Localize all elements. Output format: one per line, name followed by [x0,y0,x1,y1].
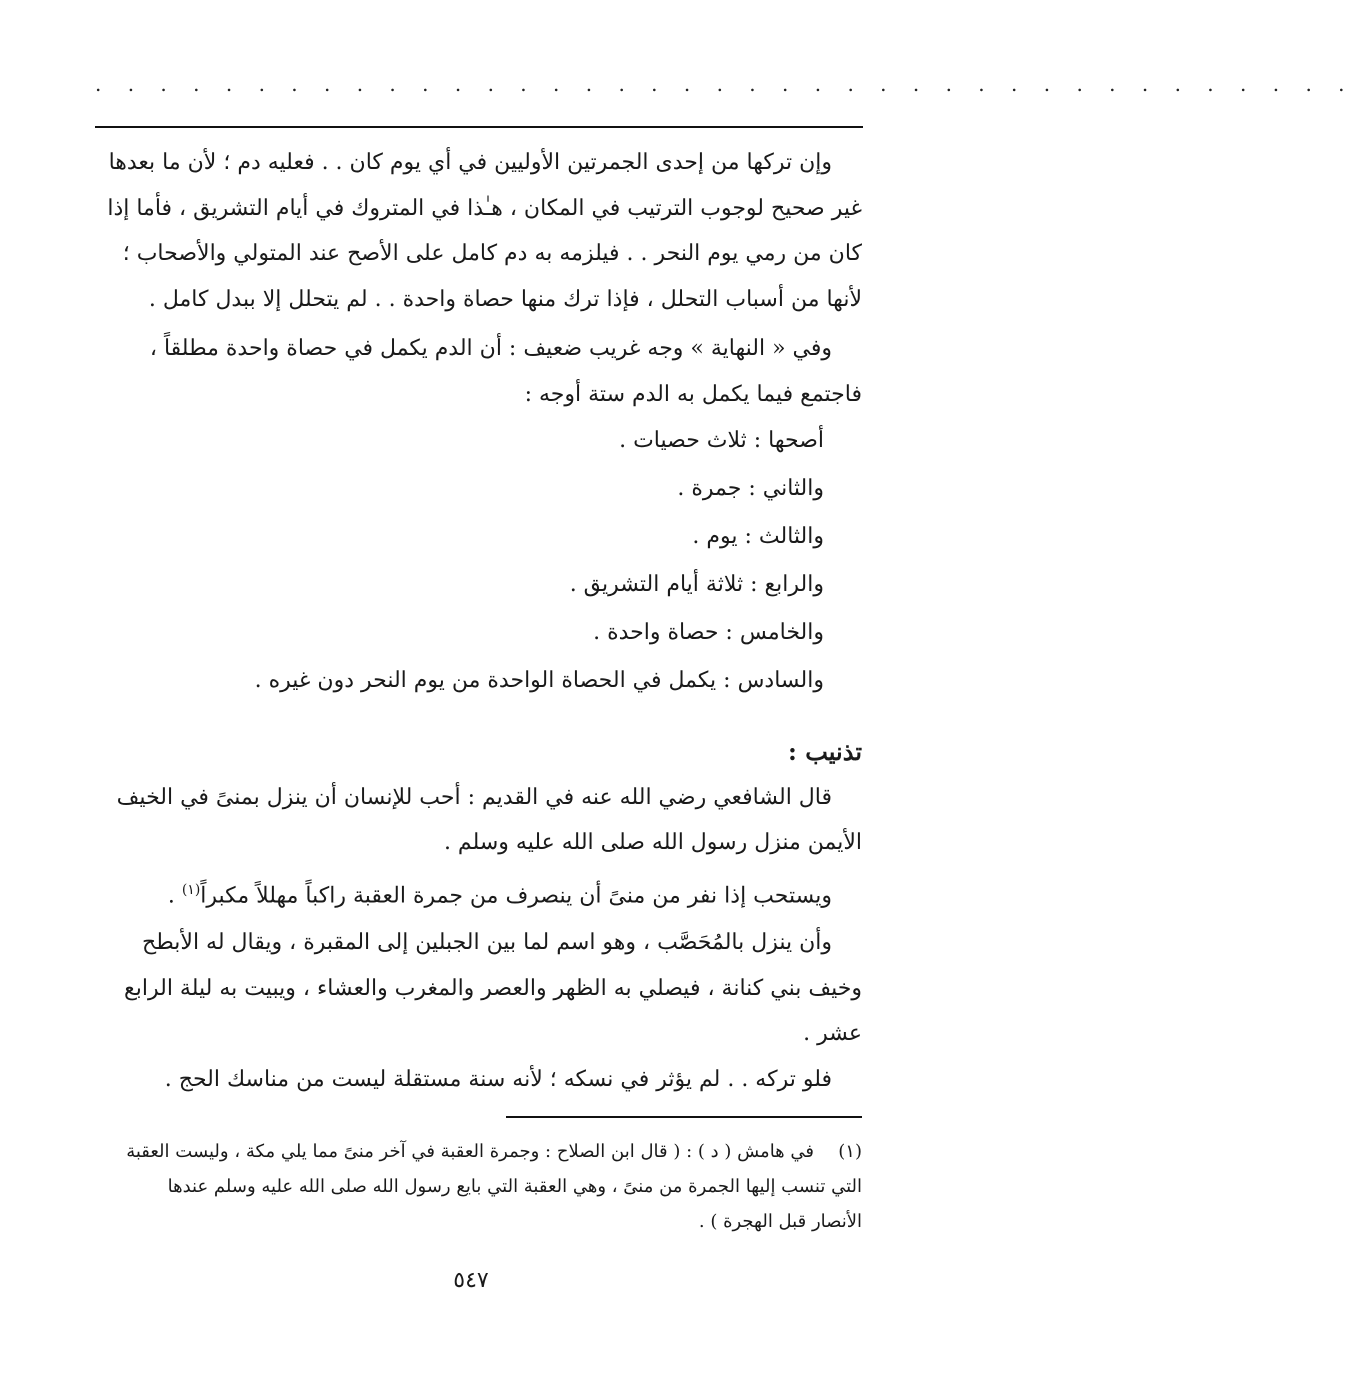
section-heading: تذنيب : [788,737,862,766]
text-line: لأنها من أسباب التحلل ، فإذا ترك منها حصاة واحدة . . لم يتحلل إلا ببدل كامل . [148,286,862,312]
paragraph-5 [82,920,862,1057]
main-text [82,140,862,1102]
list-item: والرابع : ثلاثة أيام التشريق . [569,572,824,597]
list-item: والثالث : يوم . [692,524,824,549]
header-rule [95,126,863,128]
header-dots: . . . . . . . . . . . . . . . . . . . . . . . . . . . . . . . . . . . . . . . [95,72,1355,96]
paragraph-4 [82,868,862,919]
text-line: عشر . [803,1021,862,1047]
footnote-reference[interactable]: (١) [181,881,201,898]
text-line: كان من رمي يوم النحر . . فيلزمه به دم كامل على الأصح عند المتولي والأصحاب ؛ [122,241,862,266]
page-number: ٥٤٧ [453,1268,489,1293]
text-line [82,868,862,919]
footnote-line [82,1134,862,1169]
text-line: وأن ينزل بالمُحَصَّب ، وهو اسم لما بين الجبلين إلى المقبرة ، ويقال له الأبطح [142,930,832,956]
paragraph-2 [82,326,862,417]
paragraph-1 [82,140,862,322]
footnote-line: التي تنسب إليها الجمرة من منىً ، وهي العقبة التي بايع رسول الله صلى الله عليه وسلم عندها [167,1176,862,1197]
footnote [82,1134,862,1239]
paragraph-4-text: ويستحب إذا نفر من منىً أن ينصرف من جمرة العقبة راكباً مهللاً مكبراً [200,882,832,908]
text-line: الأيمن منزل رسول الله صلى الله عليه وسلم . [443,830,862,855]
paragraph-6 [82,1057,862,1103]
text-line: قال الشافعي رضي الله عنه في القديم : أحب للإنسان أن ينزل بمنىً في الخيف [116,784,832,810]
text-line: فاجتمع فيما يكمل به الدم ستة أوجه : [524,381,862,407]
text-line: غير صحيح لوجوب الترتيب في المكان ، هـٰذا في المتروك في أيام التشريق ، فأما إذا [107,195,862,221]
paragraph-4-end: . [167,882,182,908]
list-item: أصحها : ثلاث حصيات . [619,428,824,453]
footnote-number: (١) [838,1141,862,1162]
text-line: وخيف بني كنانة ، فيصلي به الظهر والعصر والمغرب والعشاء ، ويبيت به ليلة الرابع [124,975,862,1001]
text-line: وفي « النهاية » وجه غريب ضعيف : أن الدم يكمل في حصاة واحدة مطلقاً ، [149,336,832,361]
list-item: والثاني : جمرة . [677,476,824,501]
footnote-line: الأنصار قبل الهجرة ) . [698,1211,862,1232]
text-line: فلو تركه . . لم يؤثر في نسكه ؛ لأنه سنة مستقلة ليست من مناسك الحج . [164,1066,832,1092]
list-item: والخامس : حصاة واحدة . [593,620,824,645]
paragraph-3 [82,775,862,866]
footnote-text: في هامش ( د ) : ( قال ابن الصلاح : وجمرة العقبة في آخر منىً مما يلي مكة ، وليست العقبة [126,1141,814,1162]
footnote-rule [506,1116,862,1118]
list-item: والسادس : يكمل في الحصاة الواحدة من يوم النحر دون غيره . [254,668,824,693]
text-line: وإن تركها من إحدى الجمرتين الأوليين في أي يوم كان . . فعليه دم ؛ لأن ما بعدها [108,150,832,175]
opinions-list [82,417,862,705]
